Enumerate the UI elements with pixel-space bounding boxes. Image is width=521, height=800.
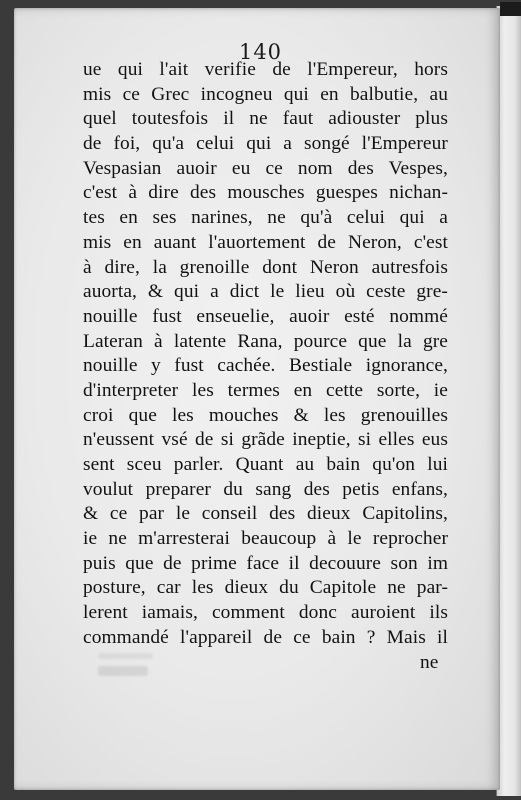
text-line: sent sceu parler. Quant au bain qu'on lui (83, 454, 448, 475)
catchword: ne (420, 652, 439, 673)
ink-bleed-through (98, 666, 148, 676)
text-line: Vespasian auoir eu ce nom des Vespes, (83, 157, 448, 179)
text-line: à dire, la grenoille dont Neron autresfois (83, 256, 448, 278)
text-line: d'interpreter les termes en cette sorte, ie (83, 379, 448, 401)
text-line: mis ce Grec incogneu qui en balbutie, au (83, 83, 448, 105)
text-line: ie ne m'arresterai beaucoup à le reprocher (83, 528, 448, 550)
text-line: nouille fust enseuelie, auoir esté nommé (83, 305, 448, 327)
text-line: auorta, & qui a dict le lieu où ceste gre- (83, 281, 448, 303)
text-line: & ce par le conseil des dieux Capitolins, (83, 503, 448, 525)
text-line: n'eussent vsé de si grãde ineptie, si elles eus (83, 429, 448, 451)
text-line: posture, car les dieux du Capitole ne par- (83, 577, 448, 599)
ink-bleed-through (98, 653, 153, 659)
text-line: mis en auant l'auortement de Neron, c'est (83, 231, 448, 253)
text-line: quel toutesfois il ne faut adiouster plus (83, 108, 448, 130)
text-line: lerent iamais, comment donc auroient ils (83, 602, 448, 624)
text-line: voulut preparer du sang des petis enfans, (83, 478, 448, 500)
text-line: puis que de prime face il decouure son im (83, 552, 448, 574)
page-number: 140 (238, 40, 283, 64)
text-line: ue qui l'ait verifie de l'Empereur, hors (83, 59, 448, 80)
text-line: de foi, qu'a celui qui a songé l'Empereur (83, 133, 448, 155)
text-line: commandé l'appareil de ce bain ? Mais il (83, 626, 448, 648)
body-text (83, 58, 448, 651)
text-line: croi que les mouches & les grenouilles (83, 404, 448, 426)
text-line: nouille y fust cachée. Bestiale ignorance, (83, 355, 448, 377)
scan-border (500, 2, 521, 16)
text-line: c'est à dire des mousches guespes nichan- (83, 182, 448, 204)
text-line: tes en ses narines, ne qu'à celui qui a (83, 207, 448, 229)
text-line: Lateran à latente Rana, pource que la gre (83, 330, 448, 352)
